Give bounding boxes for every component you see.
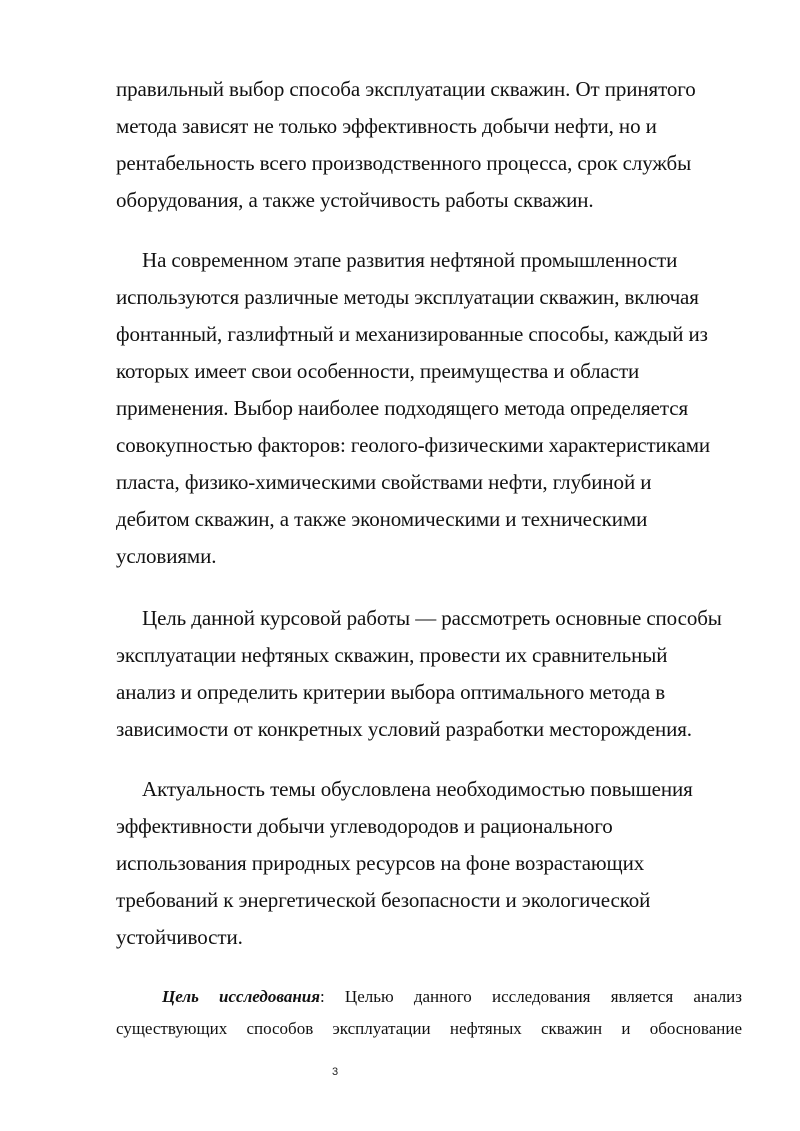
text-line: использования природных ресурсов на фоне возрастающих [116, 851, 645, 875]
text-line: совокупностью факторов: геолого-физическими характеристиками [116, 433, 711, 457]
text-line: существующих способов эксплуатации нефтяных скважин и обоснование [116, 1019, 742, 1038]
text-line: применения. Выбор наиболее подходящего метода определяется [116, 396, 689, 420]
paragraph-current-methods [116, 242, 746, 575]
text-line: эффективности добычи углеводородов и рационального [116, 814, 613, 838]
text-line: анализ и определить критерии выбора оптимального метода в [116, 680, 666, 704]
page-number: 3 [331, 1066, 339, 1078]
text-line: используются различные методы эксплуатации скважин, включая [116, 285, 699, 309]
research-goal-heading: Цель исследования [162, 987, 320, 1006]
text-line: эксплуатации нефтяных скважин, провести их сравнительный [116, 643, 668, 667]
text-line: метода зависят не только эффективность добычи нефти, но и [116, 114, 657, 138]
text-line: условиями. [116, 544, 217, 568]
paragraph-coursework-goal [116, 600, 746, 748]
text-fragment: : Целью данного исследования является анализ [320, 987, 742, 1006]
text-line: устойчивости. [116, 925, 243, 949]
paragraph-topic-relevance [116, 771, 746, 956]
text-line: оборудования, а также устойчивость работы скважин. [116, 188, 594, 212]
text-line [116, 981, 742, 1013]
text-line: Цель данной курсовой работы — рассмотреть основные способы [142, 606, 722, 630]
text-line: пласта, физико-химическими свойствами нефти, глубиной и [116, 470, 652, 494]
paragraph-research-goal [116, 981, 742, 1045]
text-line: зависимости от конкретных условий разработки месторождения. [116, 717, 692, 741]
text-line: На современном этапе развития нефтяной промышленности [142, 248, 678, 272]
text-line: которых имеет свои особенности, преимущества и области [116, 359, 640, 383]
text-line: рентабельность всего производственного процесса, срок службы [116, 151, 692, 175]
text-line: Актуальность темы обусловлена необходимостью повышения [142, 777, 693, 801]
paragraph-selection-importance [116, 71, 746, 219]
text-line: правильный выбор способа эксплуатации скважин. От принятого [116, 77, 696, 101]
text-line: фонтанный, газлифтный и механизированные способы, каждый из [116, 322, 708, 346]
text-line: дебитом скважин, а также экономическими и техническими [116, 507, 648, 531]
text-line: требований к энергетической безопасности и экологической [116, 888, 651, 912]
